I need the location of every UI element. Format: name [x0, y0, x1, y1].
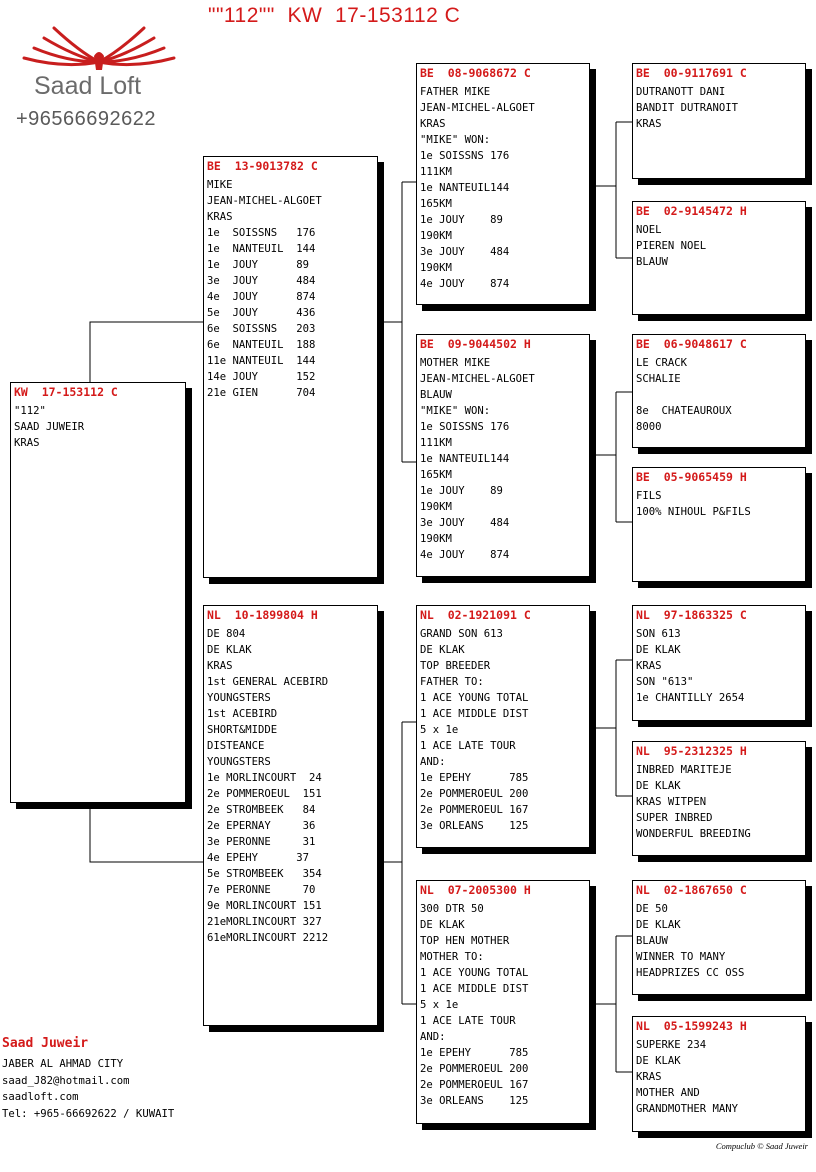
- sire-card: [203, 156, 378, 578]
- breeder-tel: Tel: +965-66692622 / KUWAIT: [2, 1107, 175, 1120]
- pedigree-line: 21e GIEN 704: [207, 387, 316, 399]
- ggp-lines-7: [633, 899, 805, 981]
- pedigree-line: 300 DTR 50: [420, 903, 484, 915]
- pedigree-line: GRAND SON 613: [420, 628, 503, 640]
- pedigree-line: NOEL: [636, 224, 662, 236]
- pedigree-line: 1 ACE LATE TOUR: [420, 740, 516, 752]
- pedigree-line: SCHALIE: [636, 373, 681, 385]
- pedigree-line: 3e PERONNE 31: [207, 836, 316, 848]
- pedigree-line: 1e JOUY 89: [420, 214, 503, 226]
- pedigree-line: 5 x 1e: [420, 724, 459, 736]
- breeder-name: Saad Juweir: [2, 1036, 89, 1051]
- pedigree-line: MOTHER MIKE: [420, 357, 491, 369]
- pedigree-line: 2e POMMEROEUL 200: [420, 788, 529, 800]
- ggp-card-6: [632, 741, 806, 856]
- pedigree-line: 4e EPEHY 37: [207, 852, 310, 864]
- pedigree-line: DE KLAK: [636, 1055, 681, 1067]
- pedigree-line: TOP BREEDER: [420, 660, 491, 672]
- pedigree-title: ""112"" KW 17-153112 C: [208, 4, 461, 27]
- pedigree-line: 1e CHANTILLY 2654: [636, 692, 745, 704]
- pedigree-line: KRAS: [207, 211, 233, 223]
- pedigree-line: 11e NANTEUIL 144: [207, 355, 316, 367]
- pedigree-line: BANDIT DUTRANOIT: [636, 102, 739, 114]
- ggp-card-2: [632, 201, 806, 315]
- subject-lines: [11, 401, 185, 451]
- pedigree-line: 190KM: [420, 262, 452, 274]
- ggp-lines-6: [633, 760, 805, 842]
- pedigree-line: 2e POMMEROEUL 167: [420, 1079, 529, 1091]
- pedigree-line: 1st ACEBIRD: [207, 708, 278, 720]
- ggp-lines-8: [633, 1035, 805, 1117]
- pedigree-line: 1 ACE MIDDLE DIST: [420, 983, 529, 995]
- pedigree-line: MOTHER TO:: [420, 951, 484, 963]
- pedigree-line: KRAS: [420, 118, 446, 130]
- pedigree-line: DE KLAK: [636, 644, 681, 656]
- pedigree-line: BLAUW: [636, 256, 668, 268]
- pedigree-line: 8e CHATEAUROUX: [636, 405, 732, 417]
- pedigree-line: 2e POMMEROEUL 151: [207, 788, 322, 800]
- ggp-ring-1: BE 00-9117691 C: [636, 66, 747, 80]
- pedigree-line: YOUNGSTERS: [207, 756, 271, 768]
- pedigree-line: BLAUW: [420, 389, 452, 401]
- pedigree-line: DISTEANCE: [207, 740, 265, 752]
- pedigree-line: DE KLAK: [420, 919, 465, 931]
- pedigree-line: 5 x 1e: [420, 999, 459, 1011]
- pedigree-line: 1 ACE YOUNG TOTAL: [420, 692, 529, 704]
- pedigree-line: KRAS: [636, 1071, 662, 1083]
- pedigree-line: 2e STROMBEEK 84: [207, 804, 316, 816]
- ggp-lines-3: [633, 353, 805, 435]
- pedigree-line: [636, 387, 805, 403]
- pedigree-line: SHORT&MIDDE: [207, 724, 278, 736]
- pedigree-line: 5e JOUY 436: [207, 307, 316, 319]
- pedigree-line: LE CRACK: [636, 357, 688, 369]
- logo-name: Saad Loft: [34, 72, 142, 100]
- sire-dam-card: [416, 334, 590, 577]
- pedigree-line: KRAS: [636, 118, 662, 130]
- pedigree-line: "112": [14, 405, 46, 417]
- pedigree-line: BLAUW: [636, 935, 668, 947]
- pedigree-line: 190KM: [420, 230, 452, 242]
- pedigree-line: DE KLAK: [207, 644, 252, 656]
- dam-dam-lines: [417, 899, 589, 1109]
- subject-card: [10, 382, 186, 803]
- pedigree-line: AND:: [420, 1031, 446, 1043]
- ggp-ring-5: NL 97-1863325 C: [636, 608, 747, 622]
- pedigree-line: 1e SOISSNS 176: [420, 421, 510, 433]
- pedigree-line: 1e JOUY 89: [207, 259, 310, 271]
- pedigree-line: 1 ACE YOUNG TOTAL: [420, 967, 529, 979]
- pedigree-line: 1 ACE LATE TOUR: [420, 1015, 516, 1027]
- pedigree-line: 3e ORLEANS 125: [420, 820, 529, 832]
- pedigree-line: 111KM: [420, 437, 452, 449]
- pedigree-line: 9e MORLINCOURT 151: [207, 900, 322, 912]
- pedigree-line: FATHER MIKE: [420, 86, 491, 98]
- breeder-contact: [2, 1036, 174, 1122]
- ggp-lines-2: [633, 220, 805, 270]
- ggp-card-5: [632, 605, 806, 721]
- ggp-lines-1: [633, 82, 805, 132]
- pedigree-line: SAAD JUWEIR: [14, 421, 85, 433]
- sire-sire-card: [416, 63, 590, 305]
- pedigree-line: JEAN-MICHEL-ALGOET: [420, 102, 535, 114]
- pedigree-line: WINNER TO MANY: [636, 951, 726, 963]
- pedigree-line: 4e JOUY 874: [207, 291, 316, 303]
- ggp-card-3: [632, 334, 806, 448]
- pedigree-line: 1st GENERAL ACEBIRD: [207, 676, 329, 688]
- pedigree-line: 61eMORLINCOURT 2212: [207, 932, 329, 944]
- dam-lines: [204, 624, 377, 946]
- pedigree-line: 1 ACE MIDDLE DIST: [420, 708, 529, 720]
- pedigree-line: FILS: [636, 490, 662, 502]
- pedigree-line: SUPERKE 234: [636, 1039, 707, 1051]
- ggp-card-1: [632, 63, 806, 179]
- pedigree-line: PIEREN NOEL: [636, 240, 707, 252]
- breeder-email: saad_J82@hotmail.com: [2, 1074, 130, 1087]
- pedigree-line: WONDERFUL BREEDING: [636, 828, 751, 840]
- pedigree-line: 3e JOUY 484: [420, 517, 510, 529]
- ggp-ring-6: NL 95-2312325 H: [636, 744, 747, 758]
- pedigree-line: 3e JOUY 484: [420, 246, 510, 258]
- footer-credit: Compuclub © Saad Juweir: [715, 1141, 808, 1151]
- dam-dam-card: [416, 880, 590, 1124]
- logo-phone: +96566692622: [16, 108, 157, 130]
- pedigree-line: SON 613: [636, 628, 681, 640]
- pedigree-line: 8000: [636, 421, 662, 433]
- pedigree-line: KRAS: [207, 660, 233, 672]
- dam-sire-ring: NL 02-1921091 C: [420, 608, 531, 622]
- sire-dam-lines: [417, 353, 589, 563]
- pedigree-line: 165KM: [420, 198, 452, 210]
- pedigree-line: 1e NANTEUIL144: [420, 182, 510, 194]
- pedigree-line: SUPER INBRED: [636, 812, 713, 824]
- pedigree-line: KRAS: [636, 660, 662, 672]
- pedigree-line: "MIKE" WON:: [420, 134, 491, 146]
- pedigree-line: 100% NIHOUL P&FILS: [636, 506, 751, 518]
- pedigree-line: DUTRANOTT DANI: [636, 86, 726, 98]
- sire-dam-ring: BE 09-9044502 H: [420, 337, 531, 351]
- pedigree-line: 190KM: [420, 501, 452, 513]
- pedigree-line: 4e JOUY 874: [420, 549, 510, 561]
- breeder-website: saadloft.com: [2, 1091, 79, 1103]
- pedigree-line: "MIKE" WON:: [420, 405, 491, 417]
- pedigree-line: MIKE: [207, 179, 233, 191]
- pedigree-line: JEAN-MICHEL-ALGOET: [420, 373, 535, 385]
- pedigree-line: MOTHER AND: [636, 1087, 700, 1099]
- pedigree-line: 5e STROMBEEK 354: [207, 868, 322, 880]
- pedigree-line: 2e POMMEROEUL 167: [420, 804, 529, 816]
- pedigree-line: GRANDMOTHER MANY: [636, 1103, 739, 1115]
- ggp-lines-4: [633, 486, 805, 520]
- pedigree-line: HEADPRIZES CC OSS: [636, 967, 745, 979]
- ggp-ring-3: BE 06-9048617 C: [636, 337, 747, 351]
- pedigree-line: 4e JOUY 874: [420, 278, 510, 290]
- pedigree-line: 3e JOUY 484: [207, 275, 316, 287]
- dam-card: [203, 605, 378, 1026]
- pedigree-line: JEAN-MICHEL-ALGOET: [207, 195, 322, 207]
- pedigree-line: 1e MORLINCOURT 24: [207, 772, 322, 784]
- pedigree-line: TOP HEN MOTHER: [420, 935, 510, 947]
- ggp-card-7: [632, 880, 806, 995]
- pedigree-line: 190KM: [420, 533, 452, 545]
- sire-sire-ring: BE 08-9068672 C: [420, 66, 531, 80]
- pedigree-line: DE 804: [207, 628, 246, 640]
- pedigree-line: 1e EPEHY 785: [420, 1047, 529, 1059]
- pedigree-line: FATHER TO:: [420, 676, 484, 688]
- sire-sire-lines: [417, 82, 589, 292]
- pedigree-line: 1e SOISSNS 176: [207, 227, 316, 239]
- pedigree-line: KRAS: [14, 437, 40, 449]
- sire-ring: BE 13-9013782 C: [207, 159, 318, 173]
- pedigree-line: 2e POMMEROEUL 200: [420, 1063, 529, 1075]
- breeder-city: JABER AL AHMAD CITY: [2, 1058, 124, 1070]
- sire-lines: [204, 175, 377, 401]
- pedigree-line: YOUNGSTERS: [207, 692, 271, 704]
- pedigree-line: DE KLAK: [420, 644, 465, 656]
- dam-sire-lines: [417, 624, 589, 834]
- pedigree-line: 1e NANTEUIL 144: [207, 243, 316, 255]
- pedigree-line: SON "613": [636, 676, 694, 688]
- ggp-ring-2: BE 02-9145472 H: [636, 204, 747, 218]
- ggp-lines-5: [633, 624, 805, 706]
- ggp-card-8: [632, 1016, 806, 1132]
- pedigree-line: 1e SOISSNS 176: [420, 150, 510, 162]
- pedigree-line: 14e JOUY 152: [207, 371, 316, 383]
- dam-ring: NL 10-1899804 H: [207, 608, 318, 622]
- pedigree-line: 6e NANTEUIL 188: [207, 339, 316, 351]
- ggp-ring-8: NL 05-1599243 H: [636, 1019, 747, 1033]
- ggp-ring-4: BE 05-9065459 H: [636, 470, 747, 484]
- pedigree-line: 165KM: [420, 469, 452, 481]
- ggp-ring-7: NL 02-1867650 C: [636, 883, 747, 897]
- pedigree-line: 1e NANTEUIL144: [420, 453, 510, 465]
- pedigree-line: DE 50: [636, 903, 668, 915]
- pedigree-line: 1e JOUY 89: [420, 485, 503, 497]
- dam-dam-ring: NL 07-2005300 H: [420, 883, 531, 897]
- subject-ring: KW 17-153112 C: [14, 385, 118, 399]
- pedigree-line: DE KLAK: [636, 780, 681, 792]
- pedigree-line: 6e SOISSNS 203: [207, 323, 316, 335]
- pedigree-line: 7e PERONNE 70: [207, 884, 316, 896]
- pedigree-line: KRAS WITPEN: [636, 796, 707, 808]
- pedigree-line: 111KM: [420, 166, 452, 178]
- pedigree-line: 21eMORLINCOURT 327: [207, 916, 322, 928]
- pedigree-line: 1e EPEHY 785: [420, 772, 529, 784]
- pedigree-line: DE KLAK: [636, 919, 681, 931]
- ggp-card-4: [632, 467, 806, 582]
- dam-sire-card: [416, 605, 590, 848]
- pedigree-line: AND:: [420, 756, 446, 768]
- pedigree-line: INBRED MARITEJE: [636, 764, 732, 776]
- pedigree-line: 3e ORLEANS 125: [420, 1095, 529, 1107]
- pedigree-line: 2e EPERNAY 36: [207, 820, 316, 832]
